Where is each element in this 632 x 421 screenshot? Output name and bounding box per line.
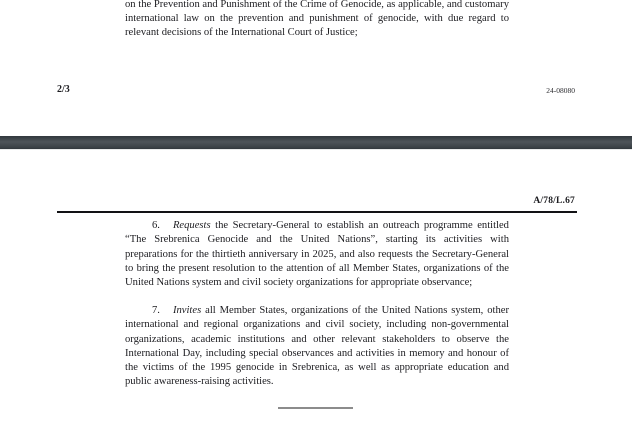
header-rule	[57, 211, 577, 213]
paragraph-lead-verb: Invites	[172, 305, 202, 316]
paragraph-lead-verb: Requests	[172, 220, 211, 231]
paragraph-number: 6.	[152, 220, 160, 231]
paragraph-number: 7.	[152, 305, 160, 316]
resolution-paragraph-6	[125, 219, 509, 290]
document-job-number: 24-08080	[546, 86, 575, 95]
page-number: 2/3	[57, 84, 70, 95]
paragraph-text: the Secretary-General to establish an outreach programme entitled “The Srebrenica Genocide and the United Nations”, starting its activities with preparations for the thirtieth anniversary in 2025, and also requests the Secretary-General to bring the present resolution to the attention of all Member States, organizations of the United Nations system and civil society organizations for appropriate observance;	[125, 220, 509, 289]
document-symbol: A/78/L.67	[533, 196, 575, 206]
paragraph-text: all Member States, organizations of the United Nations system, other international and regional organizations and civil society, including non-governmental organizations, academic institutions and other relevant stakeholders to observe the International Day, including special observances and activities in memory and honour of the victims of the 1995 genocide in Srebrenica, as well as appropriate education and public awareness-raising activities.	[125, 305, 510, 388]
resolution-paragraph-7	[125, 304, 509, 390]
page-separator-bar	[0, 136, 632, 150]
end-of-document-line	[278, 407, 353, 409]
page-1-paragraph: on the Prevention and Punishment of the Crime of Genocide, as applicable, and customary international law on the prevention and punishment of genocide, with due regard to relevant decisions of the International Court of Justice;	[125, 0, 509, 39]
